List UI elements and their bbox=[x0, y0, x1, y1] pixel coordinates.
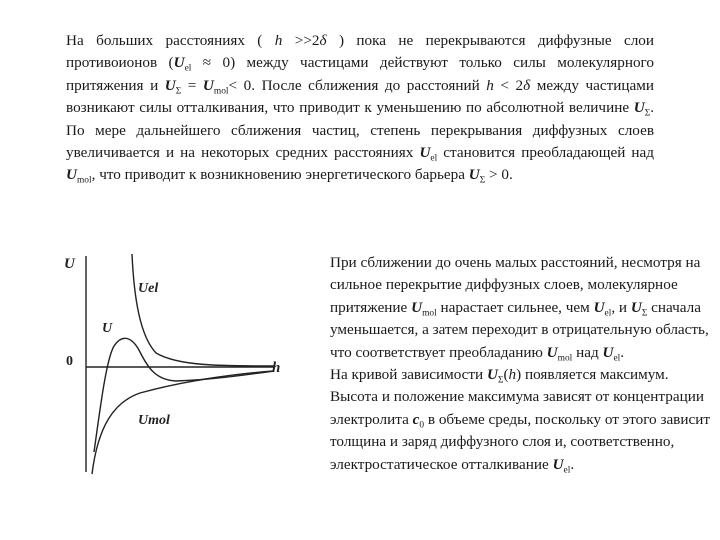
curve-uel-label: Uel bbox=[138, 281, 159, 296]
curve-uel bbox=[132, 254, 274, 366]
origin-label: 0 bbox=[66, 354, 73, 369]
paragraph-3: На кривой зависимости $U_\Sigma(h)$ появляется максимум. Высота и положение максимума зависят от концентрации электролита $c_0$ в объеме среды, поскольку от этого зависит толщина и заряд диффузного слоя и, соответственно, электростатическое отталкивание $U_{el}$. bbox=[330, 366, 710, 475]
paragraph-2: При сближении до очень малых расстояний, несмотря на сильное перекрытие диффузных слоев, молекулярное притяжение $U_{mol}$ нарастает сильнее, чем $U_{el}$, и $U_\Sigma$ сначала уменьшается, а затем переходит в отрицательную область, что соответствует преобладанию $U_{mol}$ над $U_{el}$. bbox=[330, 254, 709, 363]
text-column bbox=[330, 252, 716, 476]
curve-umol bbox=[92, 371, 274, 474]
potential-energy-graph bbox=[60, 250, 290, 482]
curve-umol-label: Umol bbox=[138, 413, 170, 428]
curve-usum bbox=[94, 338, 274, 452]
curve-usum-label: U bbox=[102, 321, 113, 336]
x-axis-label: h bbox=[272, 360, 281, 376]
paragraph-1: На больших расстояниях ( h >>2δ ) пока не перекрываются диффузные слои противоионов $(U_{el} \approx 0)$ между частицами действуют только силы молекулярного притяжения и $U_\Sigma = U_{mol}< 0$. После сближения до расстояний h < 2δ между частицами возникают силы отталкивания, что приводит к уменьшению по абсолютной величине $U_\Sigma$. По мере дальнейшего сближения частиц, степень перекрывания диффузных слоев увеличивается и на некоторых средних расстояниях $U_{el}$ становится преобладающей над $U_{mol}$, что приводит к возникновению энергетического барьера $U_\Sigma > 0$. bbox=[66, 32, 655, 186]
y-axis-label: U bbox=[64, 256, 75, 272]
